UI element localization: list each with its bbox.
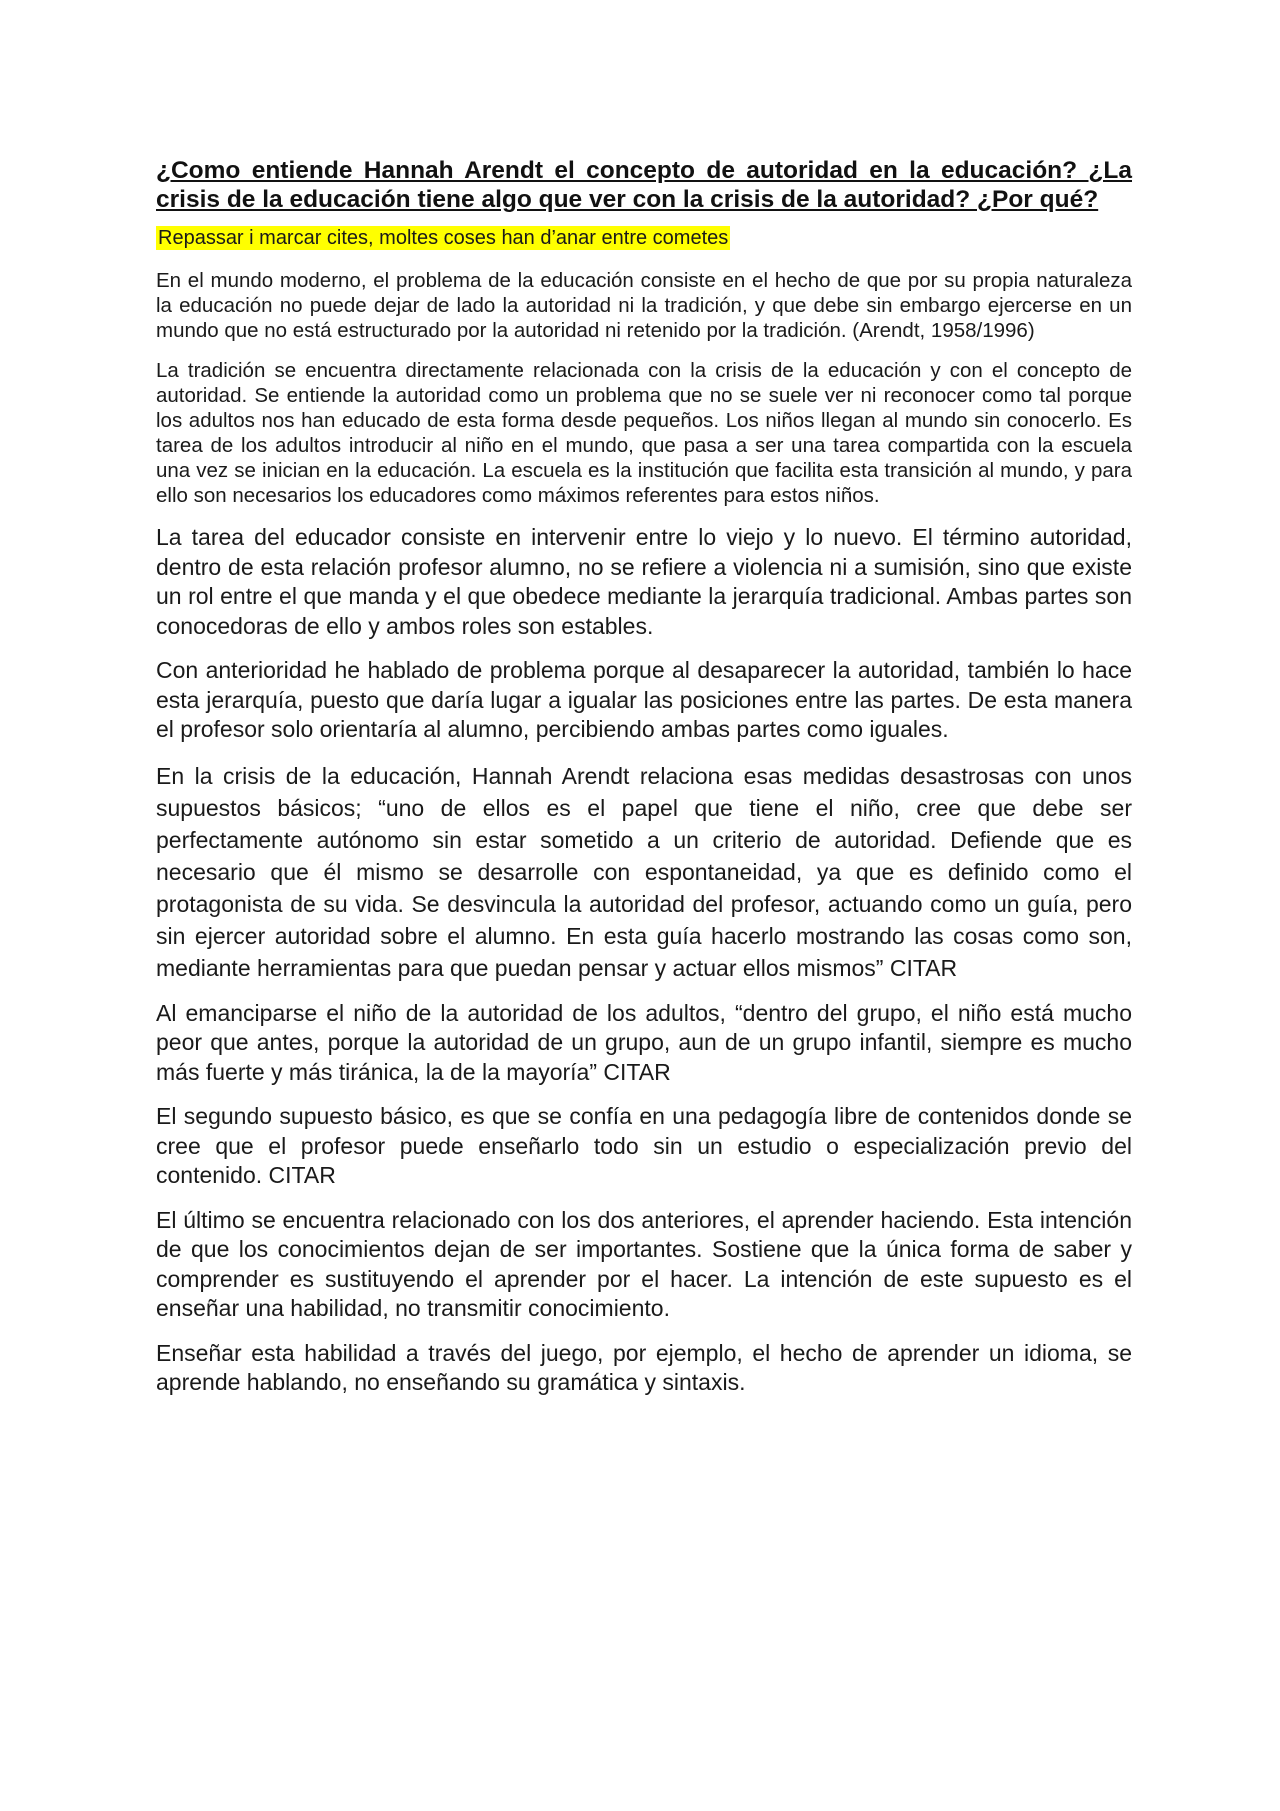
paragraph-hierarchy: Con anterioridad he hablado de problema porque al desaparecer la autoridad, también lo hace esta jerarquía, puesto que daría lugar a igualar las posiciones entre las partes. De esta manera el profesor solo orientaría al alumno, percibiendo ambas partes como iguales. — [156, 657, 1132, 742]
document-page — [156, 156, 1132, 1413]
paragraph-educator-task: La tarea del educador consiste en intervenir entre lo viejo y lo nuevo. El término autoridad, dentro de esta relación profesor alumno, no se refiere a violencia ni a sumisión, sino que existe un rol entre el que manda y el que obedece mediante la jerarquía tradicional. Ambas partes son conocedoras de ello y ambos roles son estables. — [156, 524, 1132, 639]
paragraph-emancipation: Al emanciparse el niño de la autoridad de los adultos, “dentro del grupo, el niño está mucho peor que antes, porque la autoridad de un grupo, aun de un grupo infantil, siempre es mucho más fuerte y más tiránica, la de la mayoría” CITAR — [156, 999, 1132, 1085]
paragraph-tradition: La tradición se encuentra directamente relacionada con la crisis de la educación y con el concepto de autoridad. Se entiende la autoridad como un problema que no se suele ver ni reconocer como tal porque los adultos nos han educado de esta forma desde pequeños. Los niños llegan al mundo sin conocerlo. Es tarea de los adultos introducir al niño en el mundo, que pasa a ser una tarea compartida con la escuela una vez se inician en la educación. La escuela es la institución que facilita esta transición al mundo, y para ello son necesarios los educadores como máximos referentes para estos niños. — [156, 359, 1132, 507]
paragraph-game-learning: Enseñar esta habilidad a través del juego, por ejemplo, el hecho de aprender un idioma, se aprende hablando, no enseñando su gramática y sintaxis. — [156, 1339, 1132, 1395]
paragraph-crisis-assumptions: En la crisis de la educación, Hannah Arendt relaciona esas medidas desastrosas con unos supuestos básicos; “uno de ellos es el papel que tiene el niño, cree que debe ser perfectamente autónomo sin estar sometido a un criterio de autoridad. Defiende que es necesario que él mismo se desarrolle con espontaneidad, ya que es definido como el protagonista de su vida. Se desvincula la autoridad del profesor, actuando como un guía, pero sin ejercer autoridad sobre el alumno. En esta guía hacerlo mostrando las cosas como son, mediante herramientas para que puedan pensar y actuar ellos mismos” CITAR — [156, 762, 1132, 981]
paragraph-learning-by-doing: El último se encuentra relacionado con los dos anteriores, el aprender haciendo. Esta intención de que los conocimientos dejan de ser importantes. Sostiene que la única forma de saber y comprender es sustituyendo el aprender por el hacer. La intención de este supuesto es el enseñar una habilidad, no transmitir conocimiento. — [156, 1206, 1132, 1321]
highlighted-note: Repassar i marcar cites, moltes coses han d’anar entre cometes — [158, 227, 729, 249]
paragraph-quote: En el mundo moderno, el problema de la educación consiste en el hecho de que por su propia naturaleza la educación no puede dejar de lado la autoridad ni la tradición, y que debe sin embargo ejercerse en un mundo que no está estructurado por la autoridad ni retenido por la tradición. (Arendt, 1958/1996) — [156, 269, 1132, 342]
paragraph-second-assumption: El segundo supuesto básico, es que se confía en una pedagogía libre de contenidos donde se cree que el profesor puede enseñarlo todo sin un estudio o especialización previo del contenido. CITAR — [156, 1103, 1132, 1188]
document-title: ¿Como entiende Hannah Arendt el concepto de autoridad en la educación? ¿La crisis de la educación tiene algo que ver con la crisis de la autoridad? ¿Por qué? — [156, 157, 1132, 213]
